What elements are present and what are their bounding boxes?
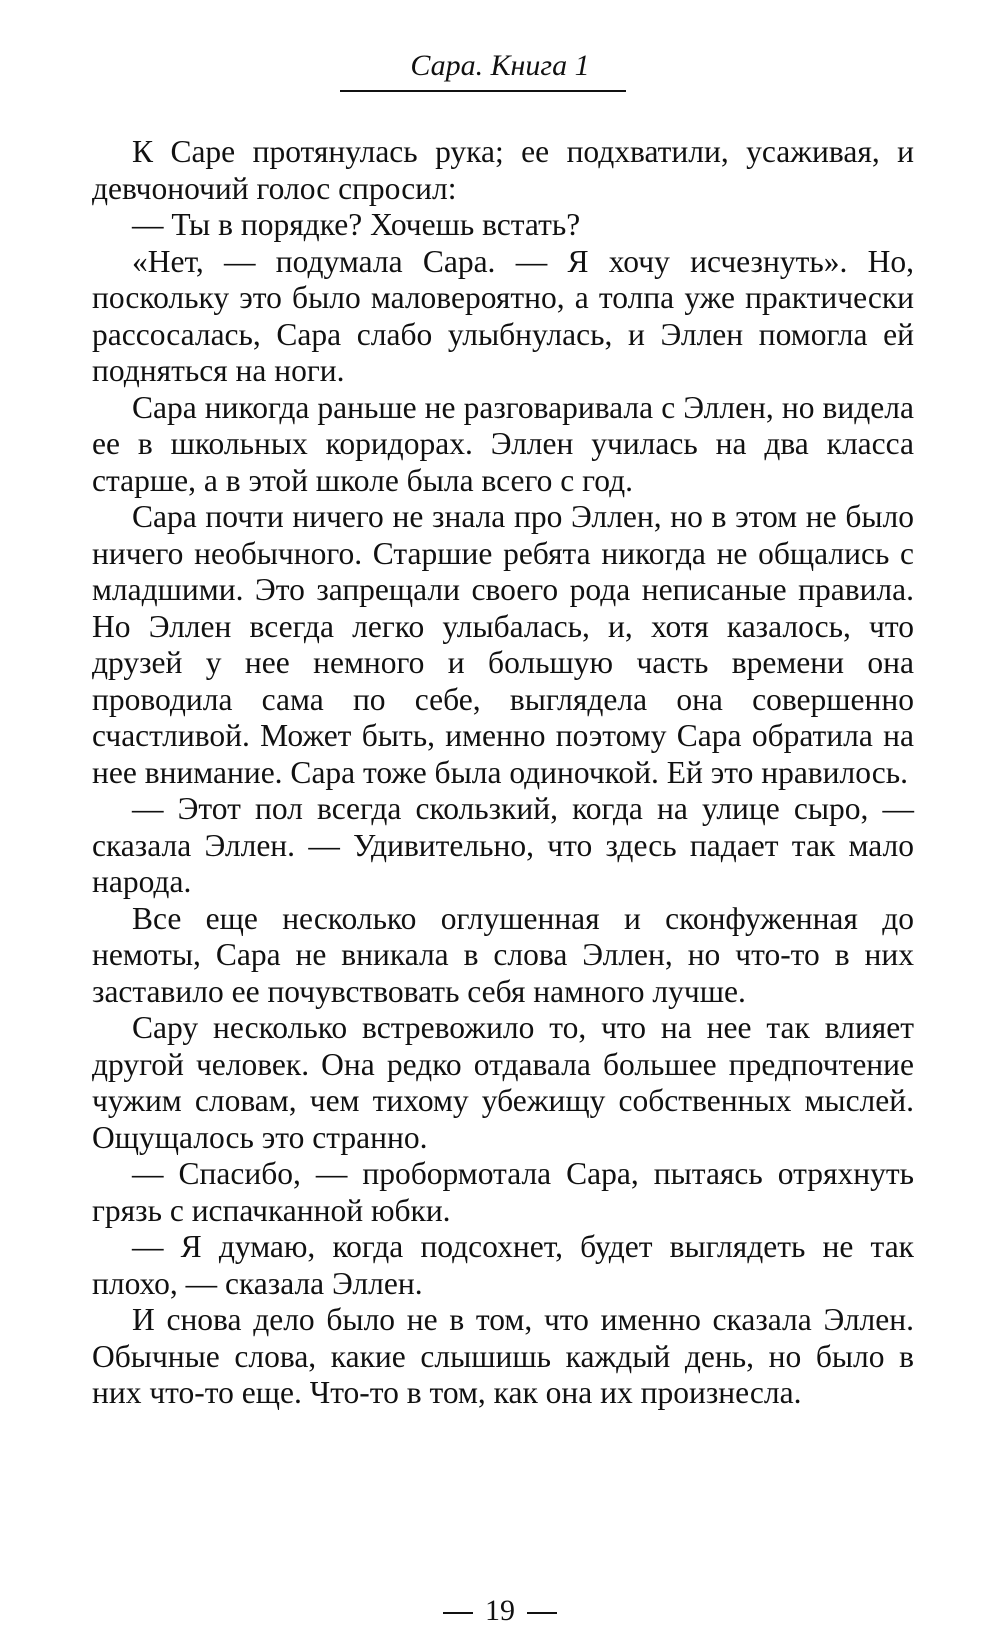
paragraph: Сара никогда раньше не разговаривала с Эллен, но видела ее в школьных коридорах. Эллен училась на два класса старше, а в этой школе была всего с год.	[92, 389, 914, 498]
paragraph: — Ты в порядке? Хочешь встать?	[132, 207, 581, 242]
folio-dash-right	[527, 1612, 557, 1614]
paragraph: И снова дело было не в том, что именно сказала Эллен. Обычные слова, какие слышишь каждый день, но было в них что-то еще. Что-то в том, как она их произнесла.	[92, 1302, 914, 1410]
folio-dash-left	[443, 1612, 473, 1614]
paragraph: «Нет, — подумала Сара. — Я хочу исчезнуть». Но, поскольку это было маловероятно, а толпа уже практически рассосалась, Сара слабо улыбнулась, и Эллен помогла ей подняться на ноги.	[92, 243, 914, 388]
paragraph: Сару несколько встревожило то, что на нее так влияет другой человек. Она редко отдавала большее предпочтение чужим словам, чем тихому убежищу собственных мыслей. Ощущалось это странно.	[92, 1010, 914, 1155]
page-number: 19	[485, 1594, 515, 1627]
paragraph: Сара почти ничего не знала про Эллен, но в этом не было ничего необычного. Старшие ребята никогда не общались с младшими. Это запрещали своего рода неписаные правила. Но Эллен всегда легко улыбалась, и, хотя казалось, что друзей у нее немного и большую часть времени она проводила сама по себе, выглядела она совершенно счастливой. Может быть, именно поэтому Сара обратила на нее внимание. Сара тоже была одиночкой. Ей это нравилось.	[92, 499, 914, 790]
running-title: Сара. Книга 1	[410, 49, 590, 82]
paragraph: — Спасибо, — пробормотала Сара, пытаясь отряхнуть грязь с испачканной юбки.	[92, 1156, 914, 1228]
paragraph: — Этот пол всегда скользкий, когда на улице сыро, — сказала Эллен. — Удивительно, что здесь падает так мало народа.	[92, 791, 914, 899]
header-rule	[340, 90, 626, 92]
paragraph: — Я думаю, когда подсохнет, будет выглядеть не так плохо, — сказала Эллен.	[92, 1229, 914, 1301]
paragraph: К Саре протянулась рука; ее подхватили, усаживая, и девчоночий голос спросил:	[92, 134, 914, 206]
paragraph: Все еще несколько оглушенная и сконфуженная до немоты, Сара не вникала в слова Эллен, но что-то в них заставило ее почувствовать себя намного лучше.	[92, 900, 914, 1009]
body-text	[92, 134, 914, 1412]
page-footer	[0, 1594, 1000, 1628]
running-head	[0, 48, 1000, 84]
